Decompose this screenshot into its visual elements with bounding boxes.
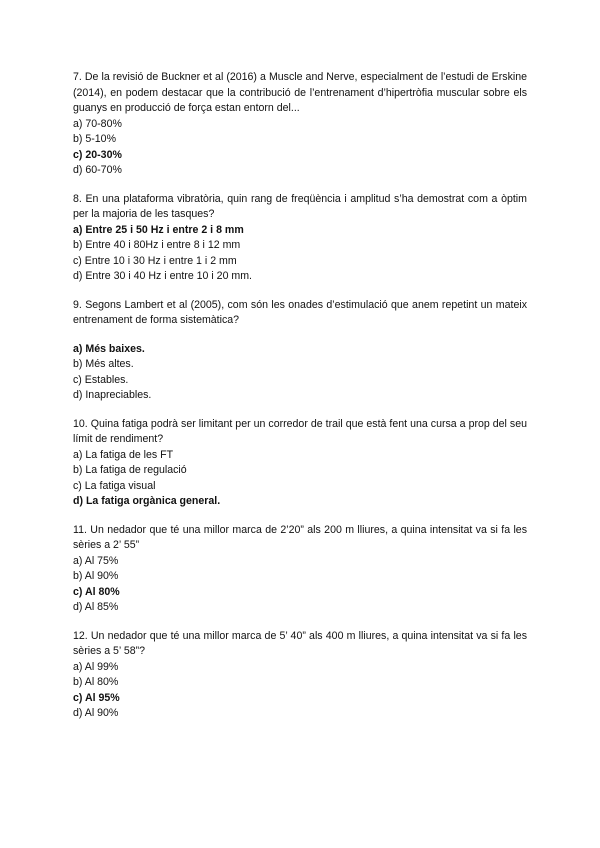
options-list <box>73 223 527 285</box>
options-list <box>73 117 527 179</box>
option-d: d) Entre 30 i 40 Hz i entre 10 i 20 mm. <box>73 270 252 282</box>
option-b: b) Al 80% <box>73 676 119 688</box>
question-12 <box>73 629 527 722</box>
option-a-correct: a) Més baixes. <box>73 342 145 355</box>
option-a: a) Al 99% <box>73 660 119 673</box>
question-11 <box>73 523 527 616</box>
option-b: b) Entre 40 i 80Hz i entre 8 i 12 mm <box>73 239 241 251</box>
question-text: 10. Quina fatiga podrà ser limitant per un corredor de trail que està fent una cursa a prop del seu límit de rendiment? <box>73 417 527 445</box>
options-list <box>73 660 527 722</box>
question-text: 8. En una plataforma vibratòria, quin rang de freqüència i amplitud s’ha demostrat com a òptim per la majoria de les tasques? <box>73 192 527 220</box>
question-10 <box>73 417 527 510</box>
question-text: 11. Un nedador que té una millor marca de 2’20” als 200 m lliures, a quina intensitat va si fa les sèries a 2’ 55” <box>73 523 527 551</box>
question-7 <box>73 70 527 179</box>
question-9 <box>73 298 527 404</box>
option-c: c) Entre 10 i 30 Hz i entre 1 i 2 mm <box>73 254 237 267</box>
option-b: b) 5-10% <box>73 133 116 145</box>
question-text: 9. Segons Lambert et al (2005), com són les onades d’estimulació que anem repetint un mateix entrenament de forma sistemàtica? <box>73 298 527 326</box>
option-d: d) Inapreciables. <box>73 389 152 401</box>
option-b: b) Més altes. <box>73 358 134 370</box>
option-a: a) La fatiga de les FT <box>73 448 174 461</box>
question-text: 12. Un nedador que té una millor marca de 5’ 40” als 400 m lliures, a quina intensitat va si fa les sèries a 5’ 58”? <box>73 629 527 657</box>
quiz-page <box>73 70 527 735</box>
question-text: 7. De la revisió de Buckner et al (2016) a Muscle and Nerve, especialment de l’estudi de Erskine (2014), en podem destacar que la contribució de l’entrenament d’hipertròfia muscular sobre els guanys en producció de força estan entorn del... <box>73 71 527 114</box>
option-d: d) Al 85% <box>73 601 119 613</box>
option-c: c) Estables. <box>73 373 129 386</box>
question-8 <box>73 192 527 285</box>
option-c-correct: c) 20-30% <box>73 148 122 161</box>
option-a-correct: a) Entre 25 i 50 Hz i entre 2 i 8 mm <box>73 223 244 236</box>
option-d-correct: d) La fatiga orgànica general. <box>73 495 221 507</box>
option-c-correct: c) Al 95% <box>73 691 120 704</box>
option-a: a) 70-80% <box>73 117 122 130</box>
option-c-correct: c) Al 80% <box>73 585 120 598</box>
options-list <box>73 448 527 510</box>
option-c: c) La fatiga visual <box>73 479 156 492</box>
option-b: b) Al 90% <box>73 570 119 582</box>
option-d: d) Al 90% <box>73 707 119 719</box>
option-a: a) Al 75% <box>73 554 119 567</box>
options-list <box>73 342 527 404</box>
option-d: d) 60-70% <box>73 164 122 176</box>
options-list <box>73 554 527 616</box>
option-b: b) La fatiga de regulació <box>73 464 187 476</box>
